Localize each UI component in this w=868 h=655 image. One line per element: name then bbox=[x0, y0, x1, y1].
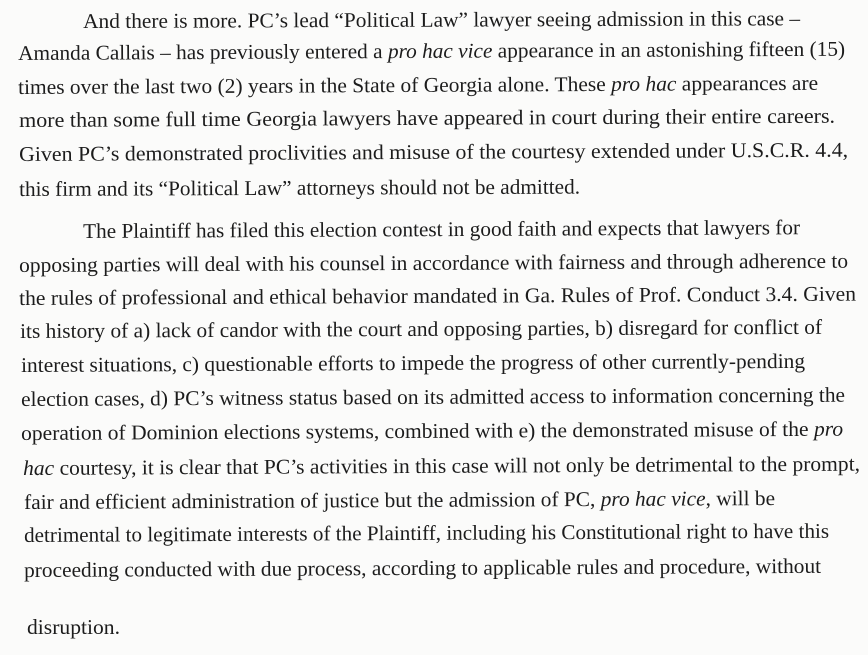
text-line bbox=[21, 348, 805, 378]
text-line bbox=[24, 553, 821, 583]
text-segment: more than some full time Georgia lawyers have appeared in court during their entire careers. bbox=[19, 103, 836, 132]
text-line bbox=[21, 382, 845, 412]
text-segment: this firm and its “Political Law” attorneys should not be admitted. bbox=[19, 174, 581, 201]
text-line bbox=[18, 36, 845, 66]
text-line bbox=[19, 281, 856, 311]
text-segment: courtesy, it is clear that PC’s activities in this case will not only be detrimental to the prompt, bbox=[54, 451, 861, 480]
text-line bbox=[27, 614, 120, 640]
text-segment: Amanda Callais – has previously entered a bbox=[18, 39, 388, 65]
text-segment: And there is more. PC’s lead “Political Law” lawyer seeing admission in this case – bbox=[83, 6, 801, 33]
text-segment: interest situations, c) questionable efforts to impede the progress of other currently-pending bbox=[21, 348, 806, 377]
text-segment: Given PC’s demonstrated proclivities and misuse of the courtesy extended under U.S.C.R. 4.4, bbox=[19, 137, 849, 166]
text-line bbox=[20, 314, 822, 344]
text-segment: proceeding conducted with due process, according to applicable rules and procedure, without bbox=[24, 553, 822, 582]
text-line bbox=[23, 451, 860, 481]
text-segment: operation of Dominion elections systems, combined with e) the demonstrated misuse of the bbox=[21, 416, 815, 445]
text-line bbox=[24, 485, 775, 515]
italic-text: pro hac vice bbox=[387, 38, 493, 64]
text-segment: detrimental to legitimate interests of the Plaintiff, including his Constitutional right to have this bbox=[24, 518, 830, 547]
text-segment: opposing parties will deal with his counsel in accordance with fairness and through adherence to bbox=[19, 248, 849, 277]
text-line bbox=[83, 214, 800, 244]
italic-text: hac bbox=[23, 455, 55, 480]
text-segment: its history of a) lack of candor with the court and opposing parties, b) disregard for conflict of bbox=[20, 314, 823, 343]
text-segment: times over the last two (2) years in the State of Georgia alone. These bbox=[18, 71, 612, 99]
text-segment: election cases, d) PC’s witness status based on its admitted access to information concerning the bbox=[21, 382, 846, 411]
text-line bbox=[19, 137, 848, 167]
text-line bbox=[83, 5, 800, 34]
italic-text: pro bbox=[813, 416, 844, 441]
text-segment: appearance in an astonishing fifteen (15) bbox=[492, 36, 846, 63]
text-segment: the rules of professional and ethical behavior mandated in Ga. Rules of Prof. Conduct 3.4. Given bbox=[19, 281, 857, 310]
text-segment: fair and efficient administration of justice but the admission of PC, bbox=[24, 486, 601, 514]
text-segment: The Plaintiff has filed this election contest in good faith and expects that lawyers for bbox=[83, 215, 801, 243]
text-line bbox=[19, 103, 835, 133]
text-line bbox=[18, 70, 818, 100]
text-line bbox=[19, 174, 580, 202]
text-line bbox=[19, 248, 848, 278]
text-segment: appearances are bbox=[676, 70, 819, 96]
italic-text: pro hac bbox=[611, 71, 677, 96]
text-segment: , will be bbox=[705, 486, 776, 511]
text-segment: disruption. bbox=[27, 615, 120, 639]
text-line bbox=[24, 518, 829, 548]
italic-text: pro hac vice bbox=[600, 486, 706, 511]
text-line bbox=[21, 416, 843, 446]
